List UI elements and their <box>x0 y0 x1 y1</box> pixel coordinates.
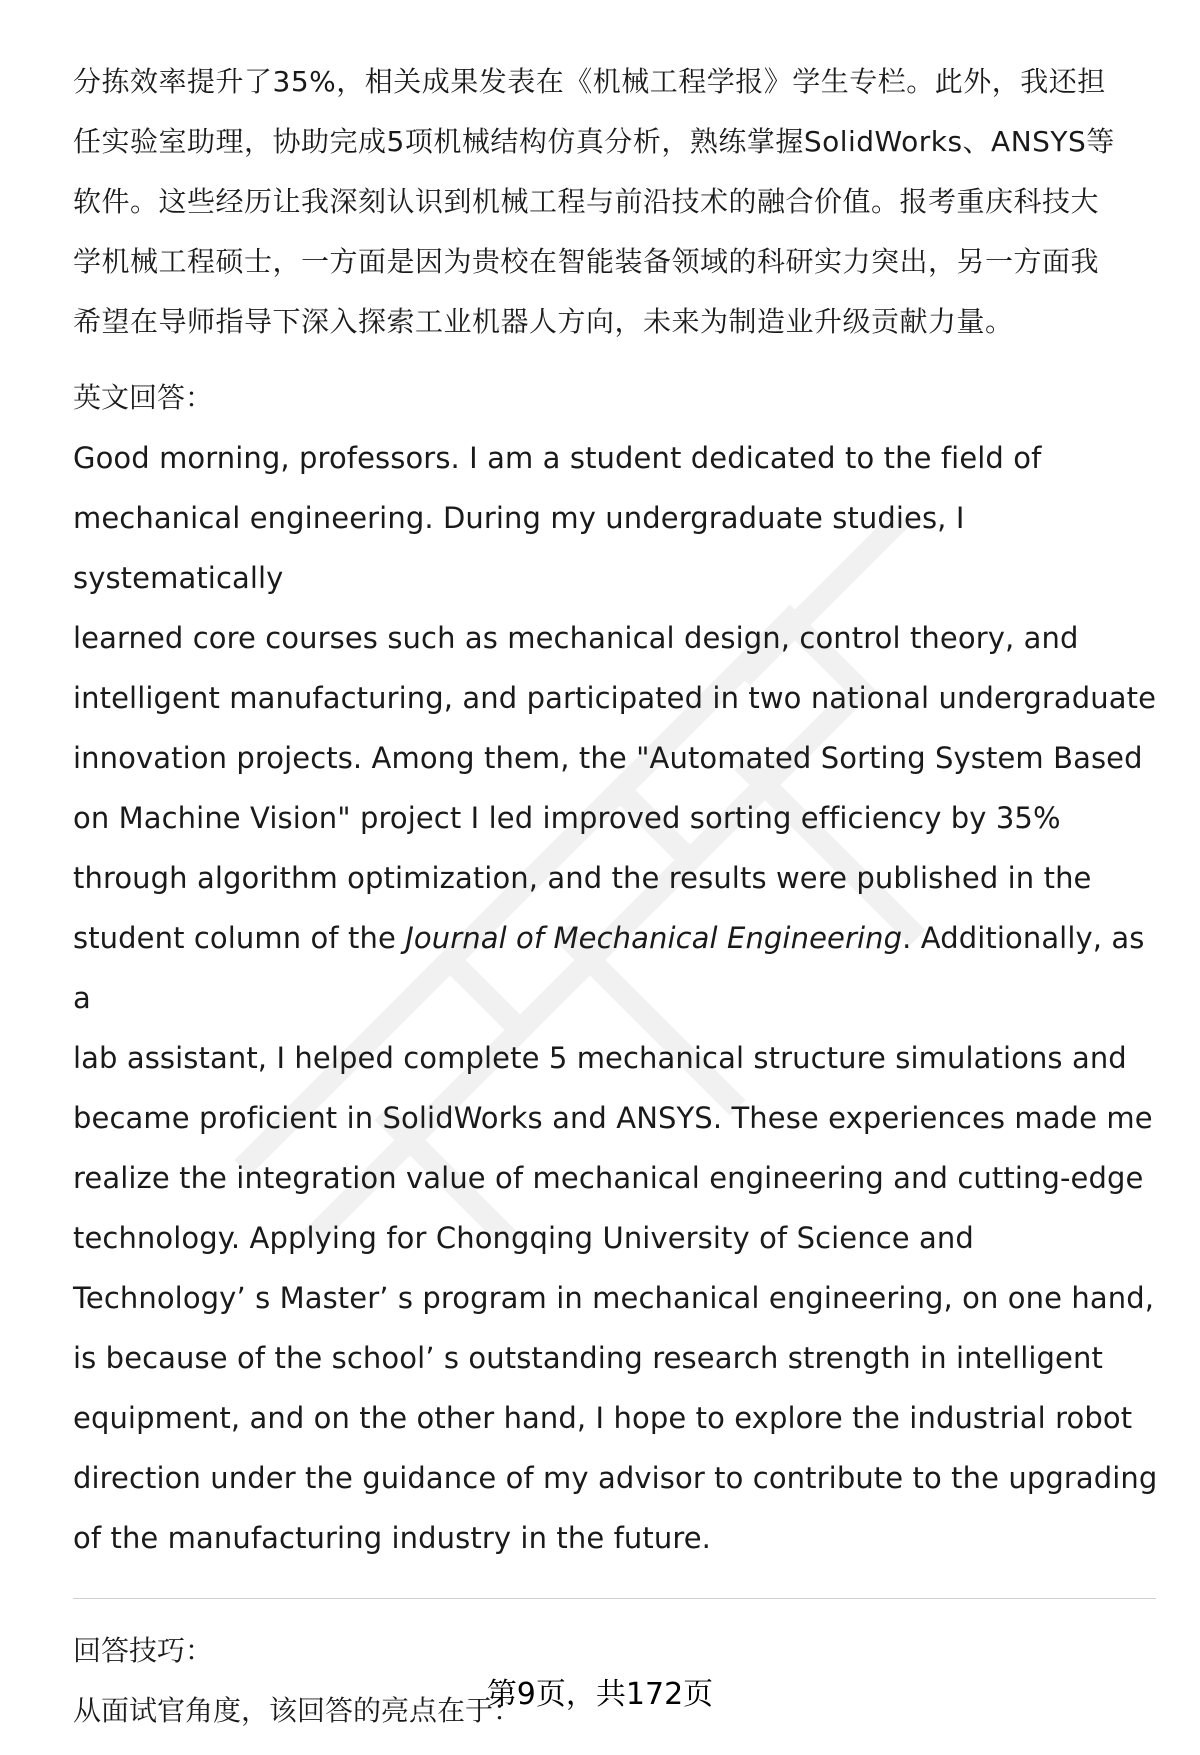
en-line: on Machine Vision" project I led improved sorting efficiency by 35% <box>73 801 1061 835</box>
en-line: innovation projects. Among them, the "Automated Sorting System Based <box>73 741 1143 775</box>
english-answer-paragraph <box>73 428 1158 1568</box>
en-line: is because of the school’ s outstanding research strength in intelligent <box>73 1341 1103 1375</box>
en-line: mechanical engineering. During my undergraduate studies, I systematically <box>73 501 965 595</box>
journal-line-suffix: . Additionally, as a <box>73 921 1145 1015</box>
en-line: became proficient in SolidWorks and ANSYS. These experiences made me <box>73 1101 1153 1135</box>
en-line: technology. Applying for Chongqing University of Science and <box>73 1221 974 1255</box>
en-line: direction under the guidance of my advisor to contribute to the upgrading <box>73 1461 1158 1495</box>
zh-line: 任实验室助理，协助完成5项机械结构仿真分析，熟练掌握SolidWorks、ANSYS等 <box>73 125 1115 158</box>
tips-label: 回答技巧： <box>73 1634 214 1667</box>
en-line: Good morning, professors. I am a student dedicated to the field of <box>73 441 1042 475</box>
en-line: intelligent manufacturing, and participated in two national undergraduate <box>73 681 1157 715</box>
journal-title: Journal of Mechanical Engineering <box>405 921 903 955</box>
zh-line: 希望在导师指导下深入探索工业机器人方向，未来为制造业升级贡献力量。 <box>73 305 1014 338</box>
section-divider <box>73 1598 1156 1599</box>
tips-intro: 从面试官角度，该回答的亮点在于： <box>73 1694 522 1727</box>
page-indicator: 第9页，共172页 <box>486 1677 714 1712</box>
en-line: equipment, and on the other hand, I hope to explore the industrial robot <box>73 1401 1133 1435</box>
chinese-intro-paragraph <box>73 52 1158 352</box>
en-line: of the manufacturing industry in the future. <box>73 1521 711 1555</box>
en-line-journal <box>73 908 1158 1028</box>
en-line: lab assistant, I helped complete 5 mechanical structure simulations and <box>73 1041 1127 1075</box>
document-page <box>73 52 1158 1741</box>
journal-line-prefix: student column of the <box>73 921 406 955</box>
english-answer-label: 英文回答： <box>73 381 214 414</box>
zh-line: 软件。这些经历让我深刻认识到机械工程与前沿技术的融合价值。报考重庆科技大 <box>73 185 1100 218</box>
en-line: Technology’ s Master’ s program in mechanical engineering, on one hand, <box>73 1281 1155 1315</box>
zh-line: 分拣效率提升了35%，相关成果发表在《机械工程学报》学生专栏。此外，我还担 <box>73 65 1106 98</box>
en-line: learned core courses such as mechanical design, control theory, and <box>73 621 1079 655</box>
en-line: through algorithm optimization, and the results were published in the <box>73 861 1092 895</box>
en-line: realize the integration value of mechanical engineering and cutting-edge <box>73 1161 1144 1195</box>
zh-line: 学机械工程硕士，一方面是因为贵校在智能装备领域的科研实力突出，另一方面我 <box>73 245 1100 278</box>
